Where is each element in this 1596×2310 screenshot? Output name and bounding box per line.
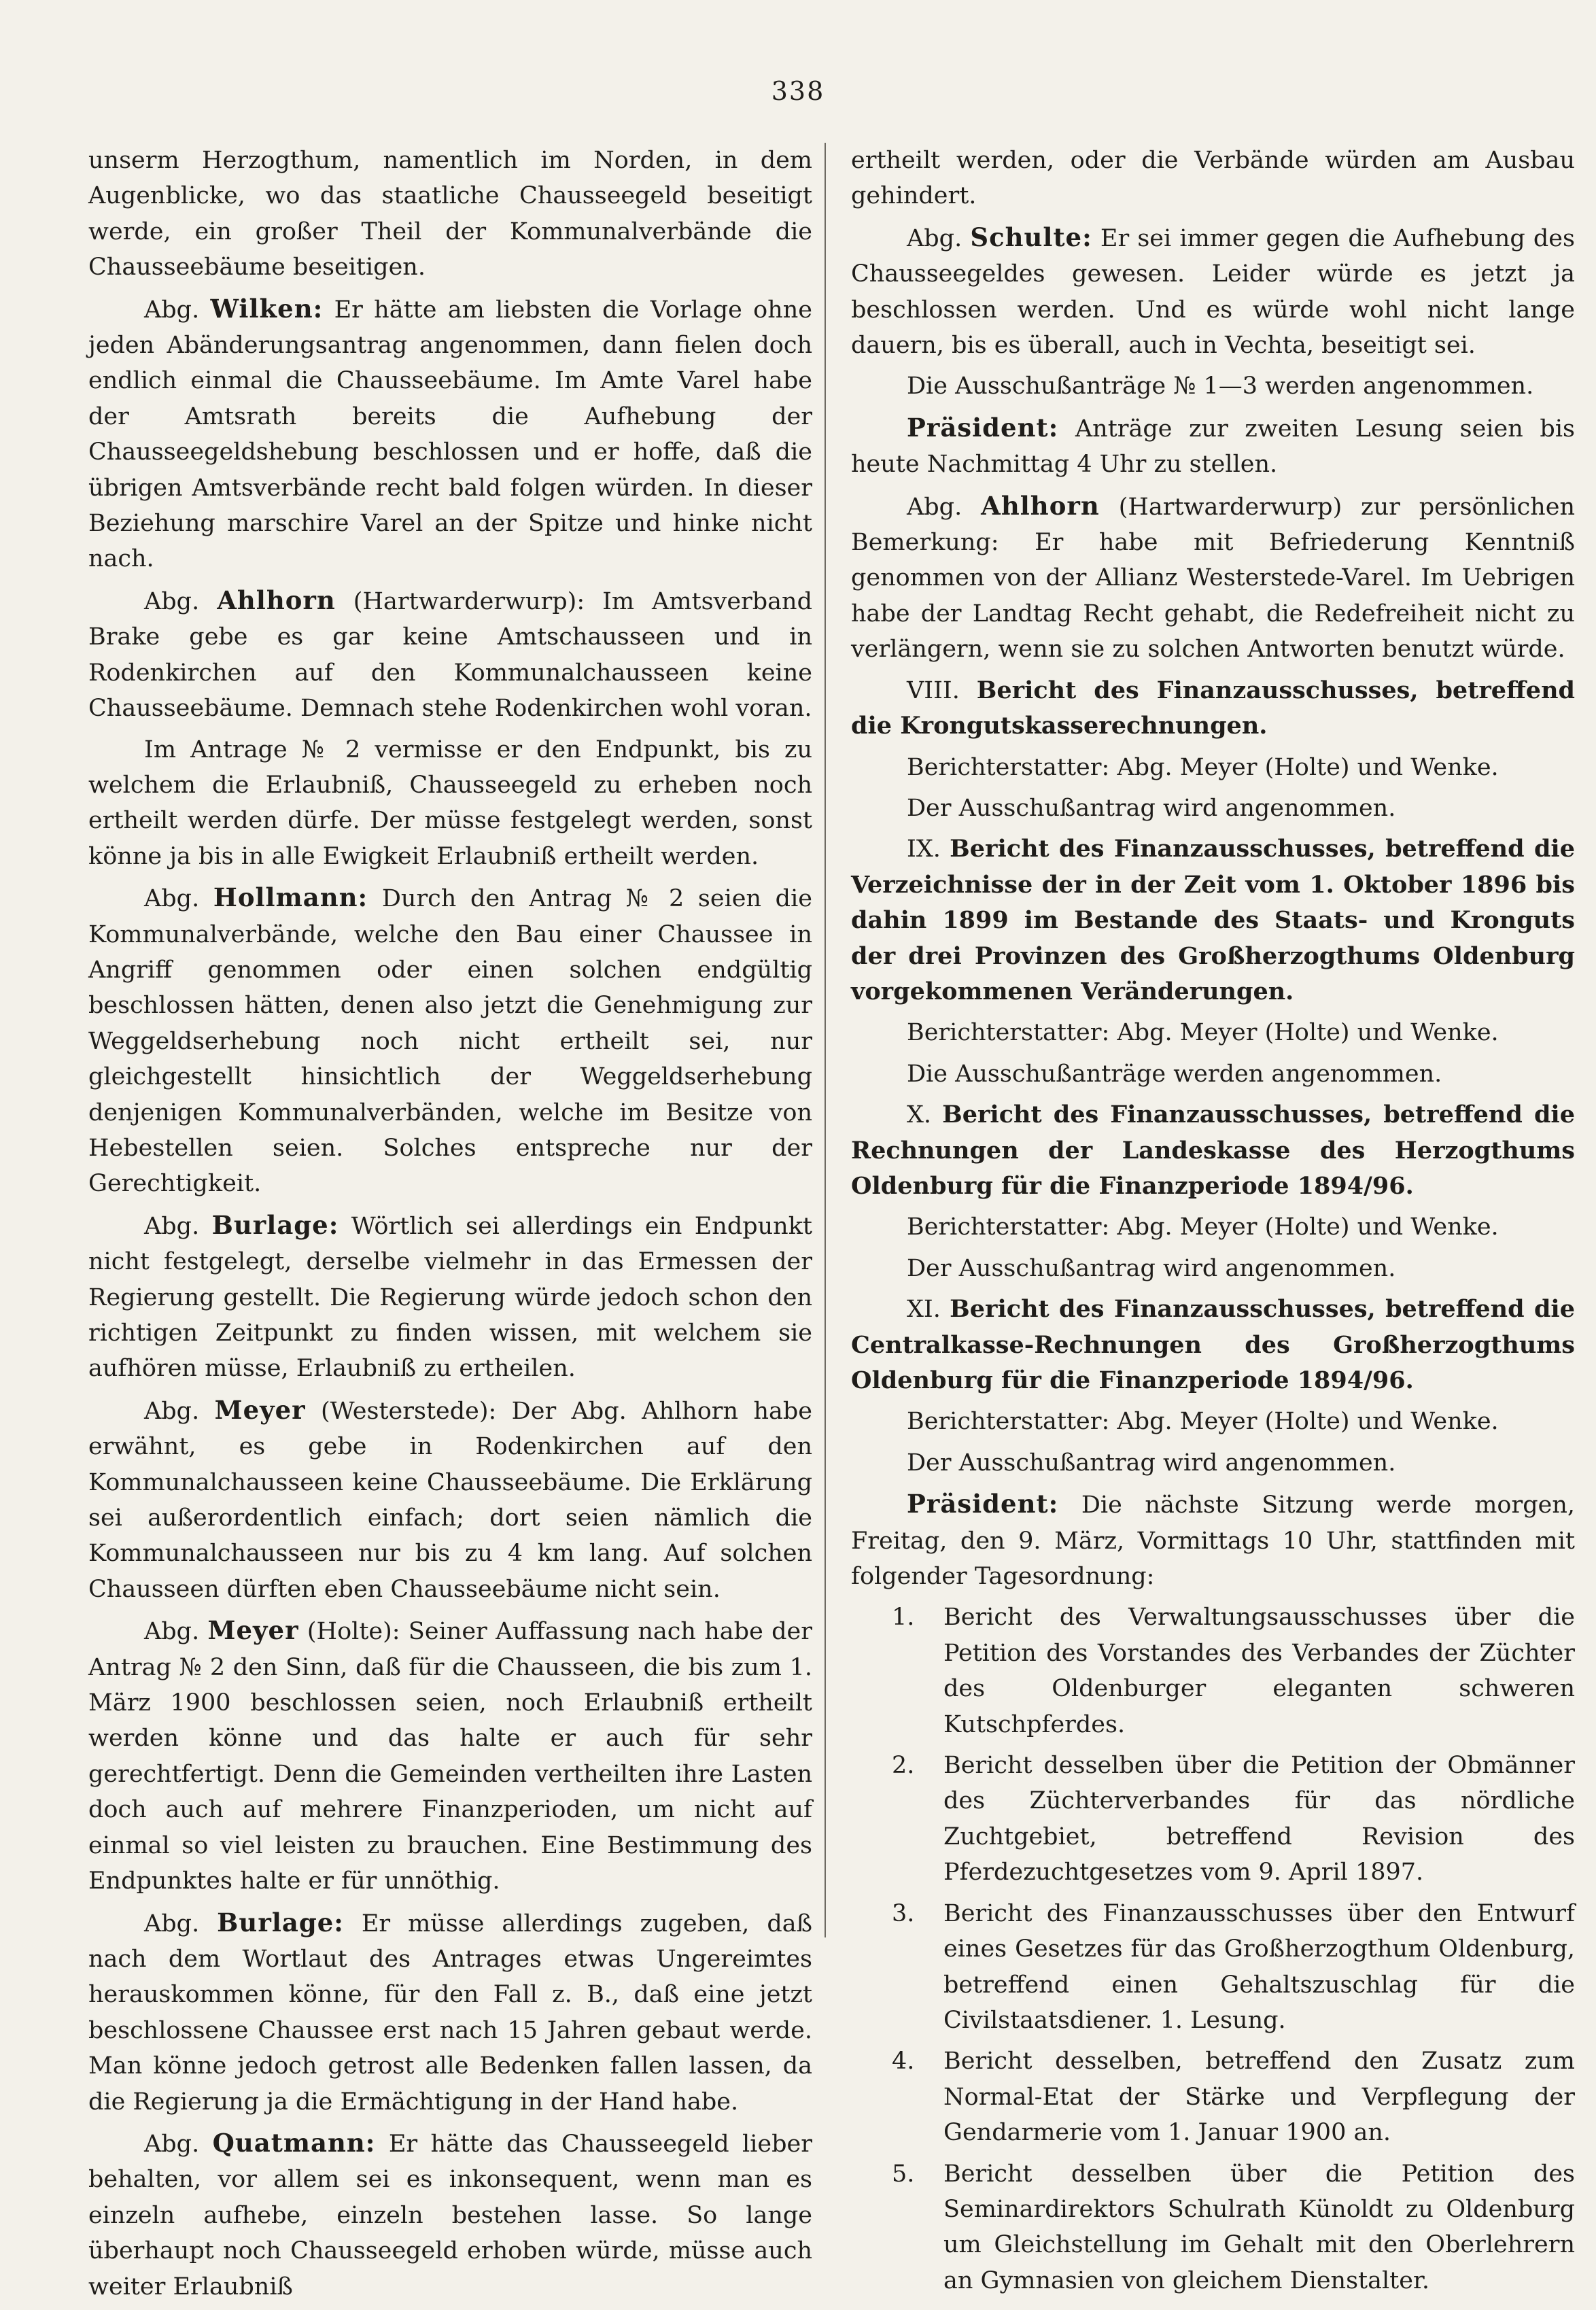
page-number: 338 [771, 76, 825, 106]
speaker-name: Ahlhorn [981, 490, 1100, 521]
agenda-item: 4. Bericht desselben, betreffend den Zusatz zum Normal-Etat der Stärke und Verpflegung der Gendarmerie vom 1. Januar 1900 an. [892, 2048, 1575, 2147]
speaker-name: Schulte: [970, 222, 1092, 252]
paragraph: Abg. Hollmann: Durch den Antrag № 2 seien die Kommunalverbände, welche den Bau einer Chaussee in Angriff genommen oder einen solchen endgültig beschlossen hätten, denen also jetzt die Genehmigung zur Weggeldserhebung noch nicht ertheilt sei, nur gleichgestellt hinsichtlich der Weggeldserhebung denjenigen Kommunalverbänden, welche im Besitze von Hebestellen seien. Solches entspreche nur der Gerechtigkeit. [88, 882, 812, 1198]
left-column [88, 143, 812, 2310]
paragraph: Präsident: Anträge zur zweiten Lesung seien bis heute Nachmittag 4 Uhr zu stellen. [851, 412, 1575, 479]
speaker-name: Ahlhorn [217, 585, 336, 615]
paragraph: unserm Herzogthum, namentlich im Norden, in dem Augenblicke, wo das staatliche Chausseegeld beseitigt werde, ein großer Theil der Kommunalverbände die Chausseebäume beseitigen. [88, 147, 812, 281]
speaker-name: Meyer [207, 1615, 299, 1646]
speaker-name: Burlage: [217, 1907, 344, 1937]
paragraph: Abg. Ahlhorn (Hartwarderwurp) zur persönlichen Bemerkung: Er habe mit Befriederung Kenntniß genommen von der Allianz Westerstede-Varel. Im Uebrigen habe der Landtag Recht gehabt, die Redefreiheit nicht zu verlängern, wenn sie zu solchen Antworten benutzt würde. [851, 490, 1575, 663]
agenda-item: 2. Bericht desselben über die Petition der Obmänner des Züchterverbandes für das nördliche Zuchtgebiet, betreffend Revision des Pferdezuchtgesetzes vom 9. April 1897. [892, 1752, 1575, 1886]
paragraph: Abg. Burlage: Er müsse allerdings zugeben, daß nach dem Wortlaut des Antrages etwas Ungereimtes herauskommen könne, für den Fall z. B., daß eine jetzt beschlossene Chaussee erst nach 15 Jahren gebaut werde. Man könne jedoch getrost alle Bedenken fallen lassen, da die Regierung ja die Ermächtigung in der Hand habe. [88, 1907, 812, 2116]
speaker-name: Quatmann: [212, 2127, 376, 2158]
report-result: Der Ausschußantrag wird angenommen. [907, 1254, 1396, 1282]
paragraph: Abg. Schulte: Er sei immer gegen die Aufhebung des Chausseegeldes gewesen. Leider würde es jetzt ja beschlossen werden. Und es würde wohl nicht lange dauern, bis es überall, auch in Vechta, beseitigt sei. [851, 222, 1575, 360]
speaker-name: Wilken: [210, 293, 324, 324]
report-heading: XI. Bericht des Finanzausschusses, betreffend die Centralkasse-Rechnungen des Großherzogthums Oldenburg für die Finanzperiode 1894/96. [851, 1295, 1575, 1394]
speaker-name: Präsident: [907, 412, 1059, 443]
paragraph: Abg. Wilken: Er hätte am liebsten die Vorlage ohne jeden Abänderungsantrag angenommen, dann fielen doch endlich einmal die Chausseebäume. Im Amte Varel habe der Amtsrath bereits die Aufhebung der Chausseegeldshebung beschlossen und er hoffe, daß die übrigen Amtsverbände recht bald folgen würden. In dieser Beziehung marschire Varel an der Spitze und hinke nicht nach. [88, 293, 812, 573]
report-reporter: Berichterstatter: Abg. Meyer (Holte) und Wenke. [907, 1019, 1499, 1047]
report-result: Die Ausschußanträge werden angenommen. [907, 1060, 1442, 1088]
paragraph: Im Antrage № 2 vermisse er den Endpunkt, bis zu welchem die Erlaubniß, Chausseegeld zu erheben noch ertheilt werden dürfe. Der müsse festgelegt werden, sonst könne ja bis in alle Ewigkeit Erlaubniß ertheilt werden. [88, 736, 812, 870]
report-reporter: Berichterstatter: Abg. Meyer (Holte) und Wenke. [907, 1408, 1499, 1436]
closing-paragraph: Präsident: Die nächste Sitzung werde morgen, Freitag, den 9. März, Vormittags 10 Uhr, stattfinden mit folgender Tagesordnung: [851, 1489, 1575, 1591]
column-divider [825, 143, 826, 1937]
paragraph: Die Ausschußanträge № 1—3 werden angenommen. [907, 373, 1534, 400]
agenda-list [851, 1600, 1575, 2298]
speaker-name: Burlage: [211, 1209, 339, 1240]
speaker-name: Hollmann: [213, 882, 368, 913]
right-column [851, 143, 1575, 2304]
report-result: Der Ausschußantrag wird angenommen. [907, 794, 1396, 822]
report-heading: IX. Bericht des Finanzausschusses, betreffend die Verzeichnisse der in der Zeit vom 1. Oktober 1896 bis dahin 1899 im Bestande des Staats- und Kronguts der drei Provinzen des Großherzogthums Oldenburg vorgekommenen Veränderungen. [851, 835, 1575, 1005]
report-heading: X. Bericht des Finanzausschusses, betreffend die Rechnungen der Landeskasse des Herzogthums Oldenburg für die Finanzperiode 1894/96. [851, 1101, 1575, 1200]
agenda-item: 3. Bericht des Finanzausschusses über den Entwurf eines Gesetzes für das Großherzogthum Oldenburg, betreffend einen Gehaltszuschlag für die Civilstaatsdiener. 1. Lesung. [892, 1899, 1575, 2034]
agenda-item: 5. Bericht desselben über die Petition des Seminardirektors Schulrath Künoldt zu Oldenburg um Gleichstellung im Gehalt mit den Oberlehrern an Gymnasien von gleichem Dienstalter. [892, 2160, 1575, 2294]
paragraph: Abg. Quatmann: Er hätte das Chausseegeld lieber behalten, vor allem sei es inkonsequent, wenn man es einzeln aufhebe, einzeln bestehen lasse. So lange überhaupt noch Chausseegeld erhoben würde, müsse auch weiter Erlaubniß [88, 2127, 812, 2300]
report-reporter: Berichterstatter: Abg. Meyer (Holte) und Wenke. [907, 753, 1499, 781]
paragraph: ertheilt werden, oder die Verbände würden am Ausbau gehindert. [851, 147, 1575, 210]
report-result: Der Ausschußantrag wird angenommen. [907, 1449, 1396, 1477]
paragraph: Abg. Ahlhorn (Hartwarderwurp): Im Amtsverband Brake gebe es gar keine Amtschausseen und in Rodenkirchen auf den Kommunalchausseen keine Chausseebäume. Demnach stehe Rodenkirchen wohl voran. [88, 585, 812, 723]
report-heading: VIII. Bericht des Finanzausschusses, betreffend die Krongutskasserechnungen. [851, 676, 1575, 740]
paragraph: Abg. Meyer (Westerstede): Der Abg. Ahlhorn habe erwähnt, es gebe in Rodenkirchen auf den Kommunalchausseen keine Chausseebäume. Die Erklärung sei außerordentlich einfach; dort seien nämlich die Kommunalchausseen nur bis zu 4 km lang. Auf solchen Chausseen dürften eben Chausseebäume nicht sein. [88, 1394, 812, 1603]
report-reporter: Berichterstatter: Abg. Meyer (Holte) und Wenke. [907, 1213, 1499, 1241]
agenda-item: 1. Bericht des Verwaltungsausschusses über die Petition des Vorstandes des Verbandes der Züchter des Oldenburger eleganten schweren Kutschpferdes. [892, 1604, 1575, 1738]
paragraph: Abg. Meyer (Holte): Seiner Auffassung nach habe der Antrag № 2 den Sinn, daß für die Chausseen, die bis zum 1. März 1900 beschlossen seien, noch Erlaubniß ertheilt werden könne und das halte er auch für sehr gerechtfertigt. Denn die Gemeinden vertheilten ihre Lasten doch auch auf mehrere Finanzperioden, um nicht auf einmal so viel leisten zu brauchen. Eine Bestimmung des Endpunktes halte er für unnöthig. [88, 1615, 812, 1895]
speaker-name: Präsident: [907, 1489, 1059, 1519]
paragraph: Abg. Burlage: Wörtlich sei allerdings ein Endpunkt nicht festgelegt, derselbe vielmehr in das Ermessen der Regierung gestellt. Die Regierung würde jedoch schon den richtigen Zeitpunkt zu finden wissen, mit welchem sie aufhören müsse, Erlaubniß zu ertheilen. [88, 1209, 812, 1383]
speaker-name: Meyer [214, 1394, 306, 1425]
